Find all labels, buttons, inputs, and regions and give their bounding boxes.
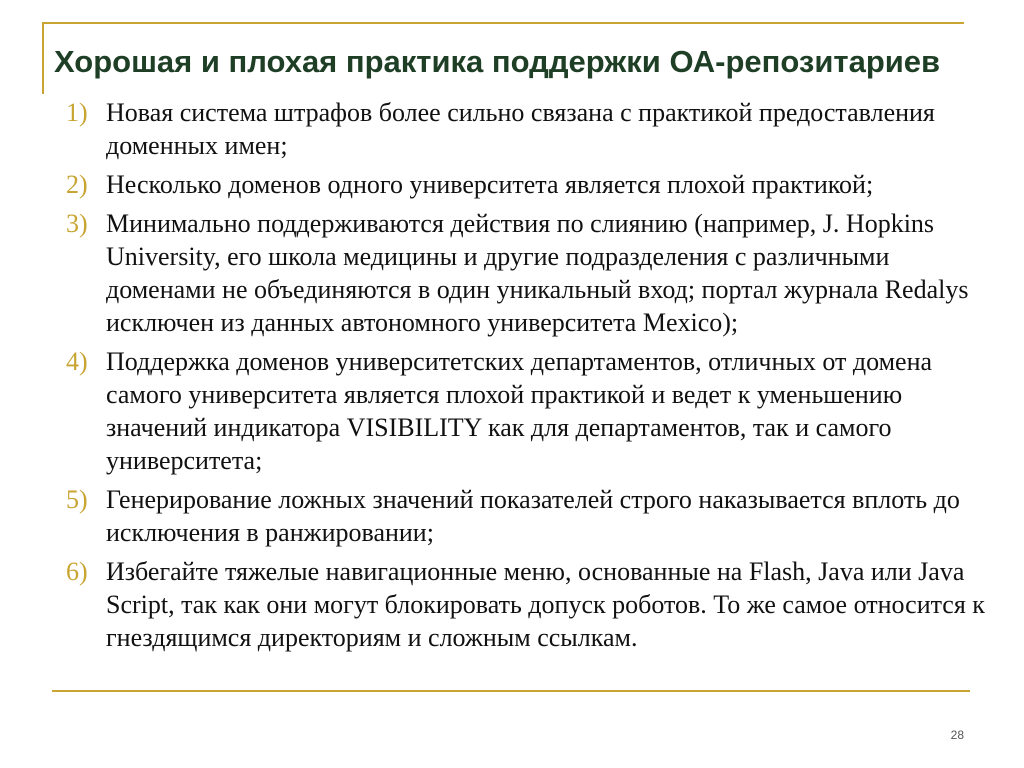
item-number: 1)	[66, 98, 88, 127]
item-text: Минимально поддерживаются действия по слиянию (например, J. Hopkins University, его школа медицины и другие подразделения с различными доменами не объединяются в один уникальный вход; портал журнала Redalys исключен из данных автономного университета Mexico);	[106, 209, 969, 337]
list-item	[66, 207, 996, 339]
item-text: Поддержка доменов университетских департаментов, отличных от домена самого университета является плохой практикой и ведет к уменьшению значений индикатора VISIBILITY как для департаментов, так и самого университета;	[106, 347, 933, 475]
item-number: 2)	[66, 170, 88, 199]
item-text: Несколько доменов одного университета является плохой практикой;	[106, 170, 874, 199]
item-number: 3)	[66, 209, 88, 238]
top-rule	[42, 22, 964, 24]
item-number: 5)	[66, 485, 88, 514]
list-item	[66, 168, 996, 201]
list-item	[66, 555, 996, 654]
item-text: Избегайте тяжелые навигационные меню, основанные на Flash, Java или Java Script, так как они могут блокировать допуск роботов. То же самое относится к гнездящимся директориям и сложным ссылкам.	[106, 557, 985, 652]
page-number: 28	[950, 728, 964, 742]
bottom-rule	[52, 690, 970, 692]
list-item	[66, 345, 996, 477]
item-text: Новая система штрафов более сильно связана с практикой предоставления доменных имен;	[106, 98, 935, 160]
item-number: 6)	[66, 557, 88, 586]
item-text: Генерирование ложных значений показателей строго наказывается вплоть до исключения в ранжировании;	[106, 485, 960, 547]
item-number: 4)	[66, 347, 88, 376]
practice-list	[66, 96, 996, 660]
list-item	[66, 483, 996, 549]
list-item	[66, 96, 996, 162]
left-rule	[42, 22, 44, 94]
slide-title: Хорошая и плохая практика поддержки ОА-репозитариев	[54, 44, 941, 79]
